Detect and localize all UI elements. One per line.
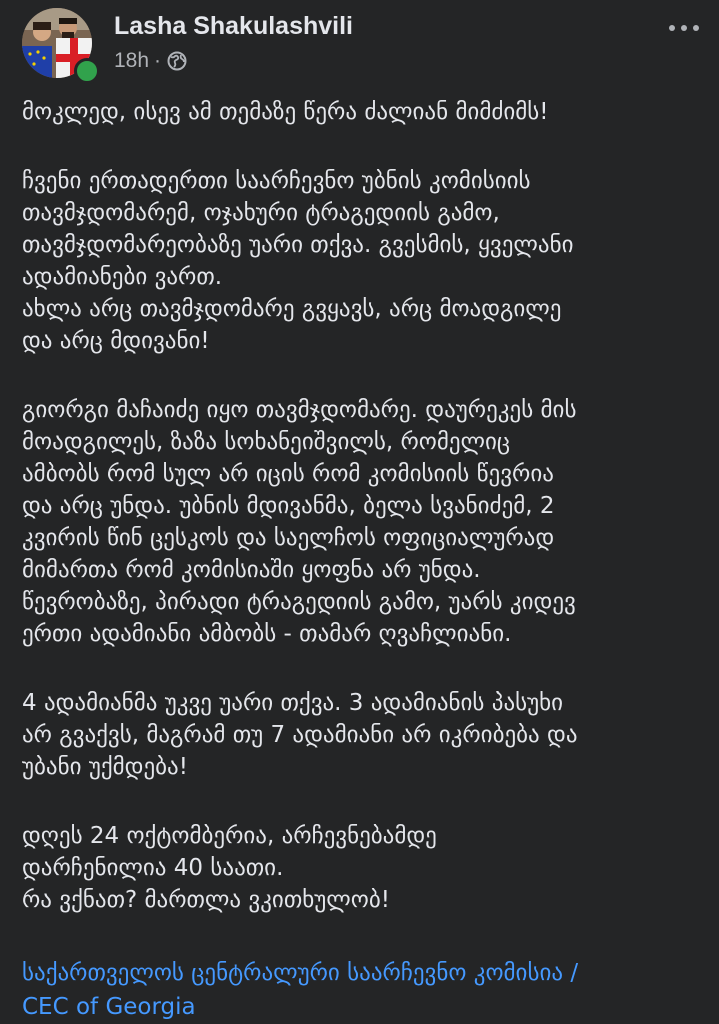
post-meta <box>114 49 187 73</box>
text-line: ჩვენი ერთადერთი საარჩევნო უბნის კომისიის <box>22 168 531 194</box>
text-line: ერთი ადამიანი ამბობს - თამარ ღვაჩლიანი. <box>22 621 512 647</box>
text-line: დღეს 24 ოქტომბერია, არჩევნებამდე <box>22 823 437 849</box>
post-text <box>22 96 712 953</box>
text-line: რა ვქნათ? მართლა ვკითხულობ! <box>22 887 390 913</box>
link-line[interactable]: CEC of Georgia <box>22 994 196 1020</box>
text-line: კვირის წინ ცესკოს და საელჩოს ოფიციალურად <box>22 525 555 551</box>
text-line: უბანი უქმდება! <box>22 754 188 780</box>
text-line: წევრობაზე, პირადი ტრაგედიის გამო, უარს კიდევ <box>22 589 576 615</box>
more-horizontal-icon <box>669 25 675 31</box>
author-name[interactable]: Lasha Shakulashvili <box>114 12 353 40</box>
text-line: მიმართა რომ კომისიაში ყოფნა არ უნდა. <box>22 557 481 583</box>
link-line[interactable]: საქართველოს ცენტრალური საარჩევნო კომისია / <box>22 960 579 986</box>
text-line: გიორგი მაჩაიძე იყო თავმჯდომარე. დაურეკეს მის <box>22 397 577 423</box>
paragraph <box>22 820 712 916</box>
post-timestamp[interactable]: 18h <box>114 49 150 72</box>
more-options-button[interactable] <box>660 16 708 40</box>
paragraph <box>22 687 712 783</box>
text-line: და არც უნდა. უბნის მდივანმა, ბელა სვანიძემ, 2 <box>22 493 555 519</box>
paragraph <box>22 394 712 650</box>
paragraph <box>22 96 712 128</box>
text-line: და არც მდივანი! <box>22 328 210 354</box>
text-line: ამბობს რომ სულ არ იცის რომ კომისიის წევრია <box>22 461 554 487</box>
paragraph <box>22 165 712 357</box>
meta-separator: · <box>154 49 162 72</box>
tagged-page-link[interactable] <box>22 956 578 1024</box>
text-line: 4 ადამიანმა უკვე უარი თქვა. 3 ადამიანის პასუხი <box>22 690 564 716</box>
text-line: არ გვაქვს, მაგრამ თუ 7 ადამიანი არ იკრიბება და <box>22 722 578 748</box>
post-header <box>0 0 719 90</box>
text-line: თავმჯდომარეობაზე უარი თქვა. გვესმის, ყველანი <box>22 232 574 258</box>
globe-icon[interactable] <box>167 51 187 71</box>
text-line: დარჩენილია 40 საათი. <box>22 855 284 881</box>
text-line: მოადგილეს, ზაზა სოხანეიშვილს, რომელიც <box>22 429 511 455</box>
text-line: თავმჯდომარემ, ოჯახური ტრაგედიის გამო, <box>22 200 500 226</box>
online-status-dot <box>74 58 100 84</box>
text-line: მოკლედ, ისევ ამ თემაზე წერა ძალიან მიმძიმს! <box>22 99 549 125</box>
text-line: ახლა არც თავმჯდომარე გვყავს, არც მოადგილე <box>22 296 562 322</box>
text-line: ადამიანები ვართ. <box>22 264 223 290</box>
